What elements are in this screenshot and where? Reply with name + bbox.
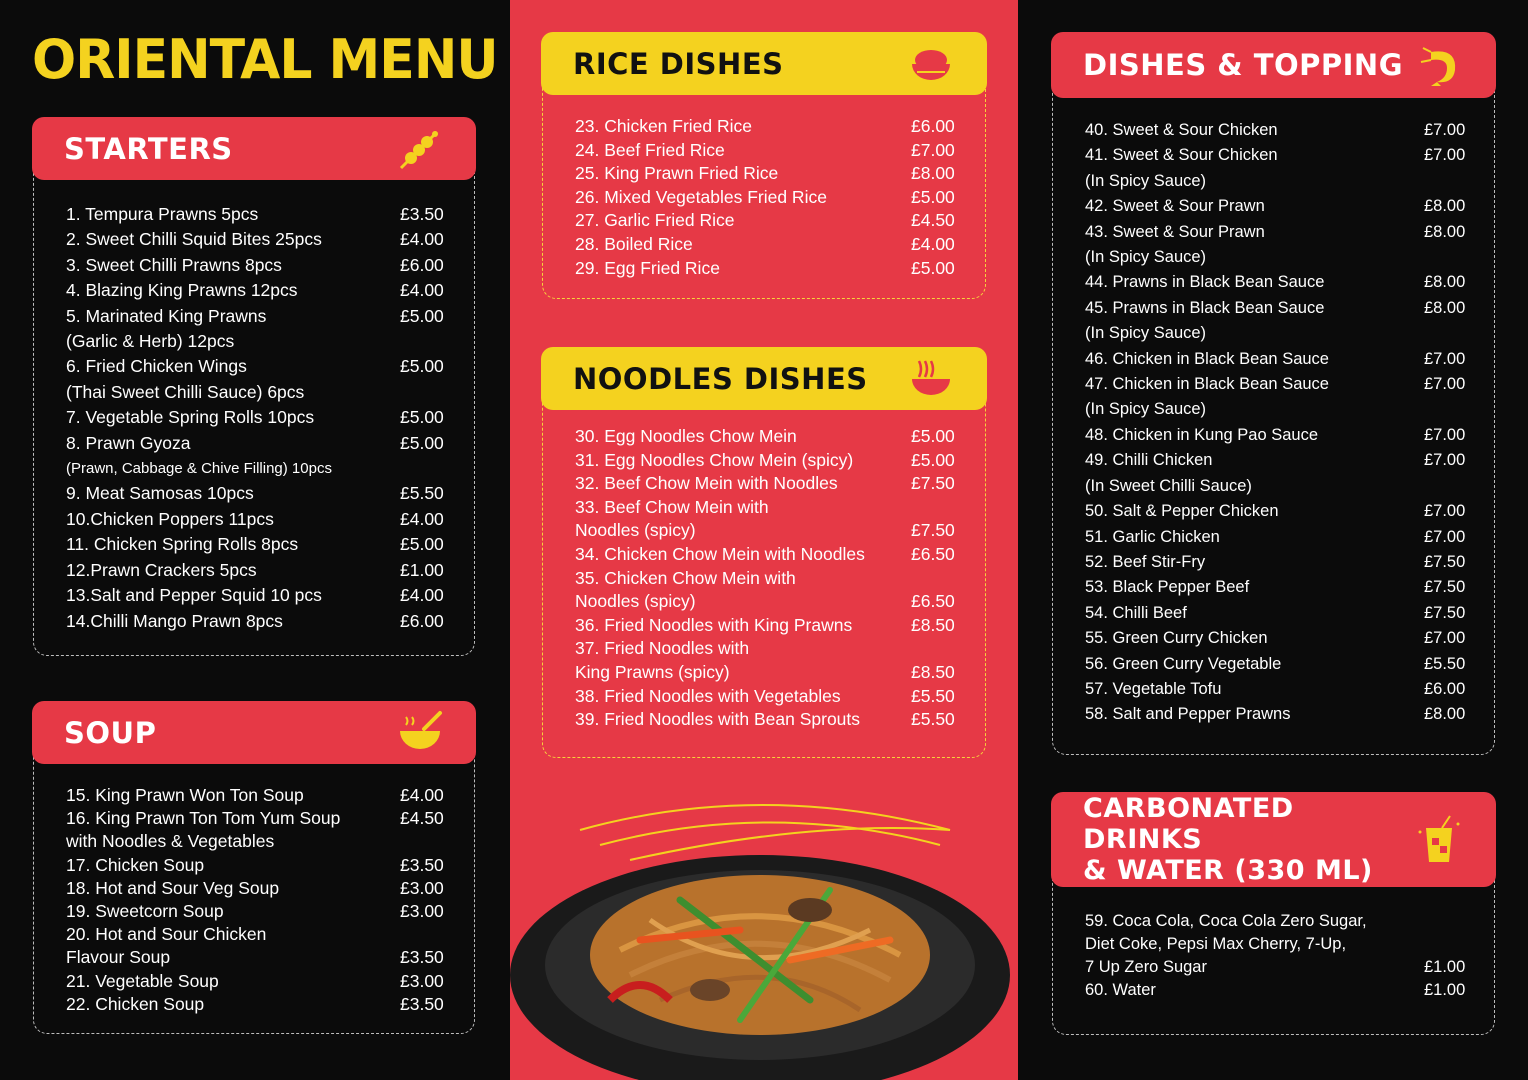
drinks-title bbox=[1083, 793, 1416, 886]
item-name: 15. King Prawn Won Ton Soup bbox=[66, 785, 304, 805]
item-name: 48. Chicken in Kung Pao Sauce bbox=[1085, 425, 1318, 444]
item-price: £6.00 bbox=[400, 610, 444, 631]
starters-header bbox=[32, 117, 476, 180]
item-name: 56. Green Curry Vegetable bbox=[1085, 654, 1282, 673]
item-name: 14.Chilli Mango Prawn 8pcs bbox=[66, 610, 283, 631]
item-name: 9. Meat Samosas 10pcs bbox=[66, 483, 254, 504]
menu-item bbox=[1085, 550, 1472, 575]
rice-section bbox=[542, 33, 986, 299]
rice-title: RICE DISHES bbox=[573, 46, 784, 81]
menu-item bbox=[66, 609, 452, 634]
item-price: £5.00 bbox=[911, 426, 955, 446]
menu-item bbox=[1085, 296, 1472, 321]
item-price: £7.50 bbox=[911, 473, 955, 494]
menu-item bbox=[575, 257, 963, 281]
item-name: 43. Sweet & Sour Prawn bbox=[1085, 222, 1265, 241]
menu-item bbox=[1085, 448, 1472, 473]
menu-item bbox=[1085, 601, 1472, 626]
item-name: 50. Salt & Pepper Chicken bbox=[1085, 502, 1279, 521]
menu-item bbox=[575, 567, 963, 614]
menu-item bbox=[575, 543, 963, 567]
item-name: 42. Sweet & Sour Prawn bbox=[1085, 197, 1265, 216]
menu-item bbox=[66, 507, 452, 532]
item-name: (In Spicy Sauce) bbox=[1085, 171, 1207, 190]
item-name: 13.Salt and Pepper Squid 10 pcs bbox=[66, 585, 322, 606]
menu-item bbox=[66, 970, 452, 993]
item-price: £5.00 bbox=[400, 432, 444, 453]
item-name: 3. Sweet Chilli Prawns 8pcs bbox=[66, 254, 282, 275]
item-name: 57. Vegetable Tofu bbox=[1085, 679, 1222, 698]
item-price: £8.00 bbox=[911, 163, 955, 184]
item-name: 27. Garlic Fried Rice bbox=[575, 210, 735, 231]
item-price: £6.00 bbox=[400, 254, 444, 275]
item-price: £7.00 bbox=[1424, 146, 1466, 165]
item-name: 7. Vegetable Spring Rolls 10pcs bbox=[66, 407, 315, 428]
item-price: £7.50 bbox=[911, 520, 955, 541]
item-name: 20. Hot and Sour Chicken Flavour Soup bbox=[66, 924, 267, 968]
menu-item bbox=[1085, 321, 1472, 346]
item-price: £6.50 bbox=[911, 543, 955, 564]
item-name: 11. Chicken Spring Rolls 8pcs bbox=[66, 534, 299, 555]
item-name: 39. Fried Noodles with Bean Sprouts bbox=[575, 709, 861, 730]
item-price: £7.00 bbox=[1424, 375, 1466, 394]
menu-item bbox=[1085, 652, 1472, 677]
rice-bowl-icon bbox=[907, 40, 955, 88]
item-name: 51. Garlic Chicken bbox=[1085, 527, 1220, 546]
menu-item bbox=[66, 227, 452, 252]
item-name: 52. Beef Stir-Fry bbox=[1085, 552, 1206, 571]
noodle-dish-photo bbox=[510, 790, 1018, 1080]
menu-item bbox=[1085, 347, 1472, 372]
dishes-title: DISHES & TOPPING bbox=[1083, 48, 1404, 82]
item-price: £4.00 bbox=[911, 233, 955, 254]
menu-item bbox=[575, 496, 963, 543]
item-price: £8.00 bbox=[1424, 273, 1466, 292]
right-column bbox=[1018, 0, 1528, 1080]
item-name: (In Spicy Sauce) bbox=[1085, 248, 1207, 267]
menu-item bbox=[66, 532, 452, 557]
drinks-title-line2: & WATER (330 ML) bbox=[1083, 855, 1373, 886]
item-name: 4. Blazing King Prawns 12pcs bbox=[66, 280, 298, 301]
noodles-list bbox=[575, 425, 963, 732]
item-name: 31. Egg Noodles Chow Mein (spicy) bbox=[575, 449, 854, 470]
menu-item bbox=[1085, 702, 1472, 727]
starters-section bbox=[33, 118, 475, 656]
menu-item bbox=[66, 329, 452, 354]
item-name: 58. Salt and Pepper Prawns bbox=[1085, 705, 1291, 724]
item-price: £3.00 bbox=[400, 901, 444, 922]
item-price: £8.00 bbox=[1424, 197, 1466, 216]
item-price: £8.00 bbox=[1424, 222, 1466, 241]
item-price: £8.50 bbox=[911, 661, 955, 682]
drinks-section bbox=[1052, 793, 1495, 1035]
item-name: (Thai Sweet Chilli Sauce) 6pcs bbox=[66, 381, 305, 402]
menu-item bbox=[1085, 397, 1472, 422]
menu-item bbox=[1085, 677, 1472, 702]
item-name: 60. Water bbox=[1085, 981, 1156, 999]
item-price: £4.00 bbox=[400, 508, 444, 529]
menu-item bbox=[575, 685, 963, 709]
noodles-section bbox=[542, 348, 986, 758]
item-price: £1.00 bbox=[1424, 958, 1466, 976]
menu-item bbox=[575, 425, 963, 449]
item-price: £1.00 bbox=[400, 559, 444, 580]
rice-header bbox=[541, 32, 987, 95]
soup-title: SOUP bbox=[64, 715, 157, 750]
menu-item bbox=[1085, 118, 1472, 143]
menu-item bbox=[66, 854, 452, 877]
item-price: £3.50 bbox=[400, 947, 444, 968]
item-name: 53. Black Pepper Beef bbox=[1085, 578, 1250, 597]
item-price: £5.50 bbox=[911, 685, 955, 706]
item-name: (In Sweet Chilli Sauce) bbox=[1085, 476, 1252, 495]
item-name: 17. Chicken Soup bbox=[66, 854, 205, 875]
item-name: 46. Chicken in Black Bean Sauce bbox=[1085, 349, 1329, 368]
menu-item bbox=[66, 481, 452, 506]
item-name: 32. Beef Chow Mein with Noodles bbox=[575, 473, 838, 494]
item-name: 19. Sweetcorn Soup bbox=[66, 901, 224, 922]
soup-bowl-icon bbox=[396, 709, 444, 757]
item-name: 54. Chilli Beef bbox=[1085, 603, 1187, 622]
item-name: 30. Egg Noodles Chow Mein bbox=[575, 426, 797, 446]
item-name: 1. Tempura Prawns 5pcs bbox=[66, 204, 259, 224]
item-price: £7.00 bbox=[1424, 425, 1466, 444]
menu-item bbox=[575, 209, 963, 233]
skewer-icon bbox=[396, 125, 444, 173]
item-price: £7.00 bbox=[1424, 349, 1466, 368]
item-name: 47. Chicken in Black Bean Sauce bbox=[1085, 375, 1329, 394]
item-name: 22. Chicken Soup bbox=[66, 993, 205, 1014]
item-price: £7.00 bbox=[1424, 451, 1466, 470]
item-name: (In Spicy Sauce) bbox=[1085, 324, 1207, 343]
item-price: £4.00 bbox=[400, 229, 444, 250]
item-name: 37. Fried Noodles with King Prawns (spicy) bbox=[575, 638, 750, 682]
menu-item bbox=[575, 115, 963, 139]
menu-item bbox=[66, 202, 452, 227]
item-name: 2. Sweet Chilli Squid Bites 25pcs bbox=[66, 229, 322, 250]
menu-item bbox=[575, 637, 963, 684]
item-price: £3.00 bbox=[400, 970, 444, 991]
item-price: £3.50 bbox=[400, 993, 444, 1014]
item-price: £8.00 bbox=[1424, 705, 1466, 724]
item-price: £5.50 bbox=[911, 709, 955, 730]
menu-item bbox=[66, 253, 452, 278]
item-name: 35. Chicken Chow Mein with Noodles (spicy) bbox=[575, 567, 796, 612]
item-price: £7.00 bbox=[1424, 502, 1466, 521]
item-name: 16. King Prawn Ton Tom Yum Soup with Noodles & Vegetables bbox=[66, 808, 341, 852]
item-price: £5.00 bbox=[400, 305, 444, 326]
middle-column bbox=[510, 0, 1018, 1080]
item-price: £6.00 bbox=[911, 116, 955, 136]
item-price: £6.50 bbox=[911, 591, 955, 612]
item-price: £5.50 bbox=[400, 483, 444, 504]
menu-item bbox=[575, 186, 963, 210]
menu-item bbox=[1085, 245, 1472, 270]
menu-item bbox=[66, 993, 452, 1016]
menu-item bbox=[66, 583, 452, 608]
menu-item bbox=[66, 405, 452, 430]
item-name: 26. Mixed Vegetables Fried Rice bbox=[575, 186, 827, 207]
item-price: £7.50 bbox=[1424, 578, 1466, 597]
item-name: (In Spicy Sauce) bbox=[1085, 400, 1207, 419]
menu-item bbox=[1085, 575, 1472, 600]
dishes-section bbox=[1052, 33, 1495, 755]
item-price: £7.00 bbox=[1424, 629, 1466, 648]
menu-item bbox=[66, 304, 452, 329]
menu-item bbox=[1085, 525, 1472, 550]
menu-item bbox=[1085, 372, 1472, 397]
menu-item bbox=[1085, 143, 1472, 168]
item-name: 36. Fried Noodles with King Prawns bbox=[575, 614, 853, 635]
item-name: 40. Sweet & Sour Chicken bbox=[1085, 121, 1278, 139]
item-price: £4.00 bbox=[400, 585, 444, 606]
noodle-bowl-icon bbox=[907, 355, 955, 403]
item-price: £5.00 bbox=[400, 407, 444, 428]
item-name: 21. Vegetable Soup bbox=[66, 970, 219, 991]
item-name: 55. Green Curry Chicken bbox=[1085, 629, 1268, 648]
item-name: 24. Beef Fried Rice bbox=[575, 139, 725, 160]
item-price: £8.50 bbox=[911, 614, 955, 635]
item-name: 41. Sweet & Sour Chicken bbox=[1085, 146, 1278, 165]
item-price: £5.00 bbox=[400, 356, 444, 377]
item-name: 8. Prawn Gyoza bbox=[66, 432, 191, 453]
item-price: £1.00 bbox=[1424, 981, 1466, 999]
soup-section bbox=[33, 702, 475, 1034]
drink-glass-icon bbox=[1416, 816, 1464, 864]
menu-item bbox=[66, 900, 452, 923]
item-name: 34. Chicken Chow Mein with Noodles bbox=[575, 543, 865, 564]
item-price: £5.00 bbox=[911, 257, 955, 278]
item-name: 38. Fried Noodles with Vegetables bbox=[575, 685, 841, 706]
item-name: 28. Boiled Rice bbox=[575, 233, 693, 254]
menu-item bbox=[66, 558, 452, 583]
item-price: £5.00 bbox=[400, 534, 444, 555]
menu-item bbox=[575, 449, 963, 473]
drinks-header bbox=[1051, 792, 1496, 887]
dishes-header bbox=[1051, 32, 1496, 98]
item-price: £6.00 bbox=[1424, 679, 1466, 698]
item-price: £5.00 bbox=[911, 449, 955, 470]
menu-item bbox=[1085, 423, 1472, 448]
menu-item bbox=[66, 278, 452, 303]
menu-item bbox=[575, 233, 963, 257]
menu-item bbox=[1085, 270, 1472, 295]
menu-item bbox=[66, 784, 452, 807]
menu-item bbox=[66, 456, 452, 481]
soup-header bbox=[32, 701, 476, 764]
menu-item bbox=[1085, 169, 1472, 194]
item-price: £3.50 bbox=[400, 204, 444, 224]
item-name: 33. Beef Chow Mein with Noodles (spicy) bbox=[575, 496, 769, 541]
item-name: 29. Egg Fried Rice bbox=[575, 257, 720, 278]
item-price: £7.00 bbox=[911, 139, 955, 160]
item-name: 23. Chicken Fried Rice bbox=[575, 116, 753, 136]
item-name: 49. Chilli Chicken bbox=[1085, 451, 1213, 470]
shrimp-icon bbox=[1416, 41, 1464, 89]
menu-item bbox=[1085, 910, 1472, 979]
menu-item bbox=[66, 380, 452, 405]
item-price: £7.50 bbox=[1424, 552, 1466, 571]
menu-item bbox=[1085, 220, 1472, 245]
item-name: 18. Hot and Sour Veg Soup bbox=[66, 877, 280, 898]
item-price: £8.00 bbox=[1424, 298, 1466, 317]
item-name: 44. Prawns in Black Bean Sauce bbox=[1085, 273, 1325, 292]
item-price: £3.00 bbox=[400, 877, 444, 898]
item-name: 5. Marinated King Prawns bbox=[66, 305, 267, 326]
item-price: £7.50 bbox=[1424, 603, 1466, 622]
menu-item bbox=[66, 877, 452, 900]
item-price: £4.00 bbox=[400, 785, 444, 805]
item-price: £7.00 bbox=[1424, 527, 1466, 546]
item-price: £5.50 bbox=[1424, 654, 1466, 673]
menu-item bbox=[1085, 474, 1472, 499]
item-name: 25. King Prawn Fried Rice bbox=[575, 163, 779, 184]
item-price: £4.50 bbox=[911, 210, 955, 231]
menu-item bbox=[1085, 194, 1472, 219]
menu-item bbox=[66, 923, 452, 969]
item-price: £4.50 bbox=[400, 808, 444, 829]
item-price: £4.00 bbox=[400, 280, 444, 301]
menu-item bbox=[575, 472, 963, 496]
noodles-title: NOODLES DISHES bbox=[573, 361, 868, 396]
item-name: 59. Coca Cola, Coca Cola Zero Sugar, Diet Coke, Pepsi Max Cherry, 7-Up, 7 Up Zero Sugar bbox=[1085, 912, 1367, 976]
item-price: £7.00 bbox=[1424, 121, 1466, 139]
drinks-list bbox=[1085, 910, 1472, 1002]
menu-item bbox=[1085, 499, 1472, 524]
item-name: 6. Fried Chicken Wings bbox=[66, 356, 247, 377]
item-name: 12.Prawn Crackers 5pcs bbox=[66, 559, 257, 580]
menu-item bbox=[575, 162, 963, 186]
starters-list bbox=[66, 202, 452, 634]
soup-list bbox=[66, 784, 452, 1016]
drinks-title-line1: CARBONATED DRINKS bbox=[1083, 793, 1294, 855]
rice-list bbox=[575, 115, 963, 280]
menu-item bbox=[575, 708, 963, 732]
item-name: (Prawn, Cabbage & Chive Filling) 10pcs bbox=[66, 460, 332, 478]
menu-item bbox=[575, 139, 963, 163]
menu-item bbox=[66, 807, 452, 853]
menu-item bbox=[1085, 979, 1472, 1002]
starters-title: STARTERS bbox=[64, 131, 233, 166]
dishes-list bbox=[1085, 118, 1472, 728]
item-name: 10.Chicken Poppers 11pcs bbox=[66, 508, 274, 529]
menu-title: ORIENTAL MENU bbox=[32, 28, 498, 92]
item-name: 45. Prawns in Black Bean Sauce bbox=[1085, 298, 1325, 317]
item-price: £3.50 bbox=[400, 854, 444, 875]
menu-item bbox=[66, 354, 452, 379]
left-column bbox=[0, 0, 510, 1080]
menu-item bbox=[575, 614, 963, 638]
menu-item bbox=[66, 431, 452, 456]
noodles-header bbox=[541, 347, 987, 410]
item-name: (Garlic & Herb) 12pcs bbox=[66, 331, 235, 352]
menu-item bbox=[1085, 626, 1472, 651]
item-price: £5.00 bbox=[911, 186, 955, 207]
